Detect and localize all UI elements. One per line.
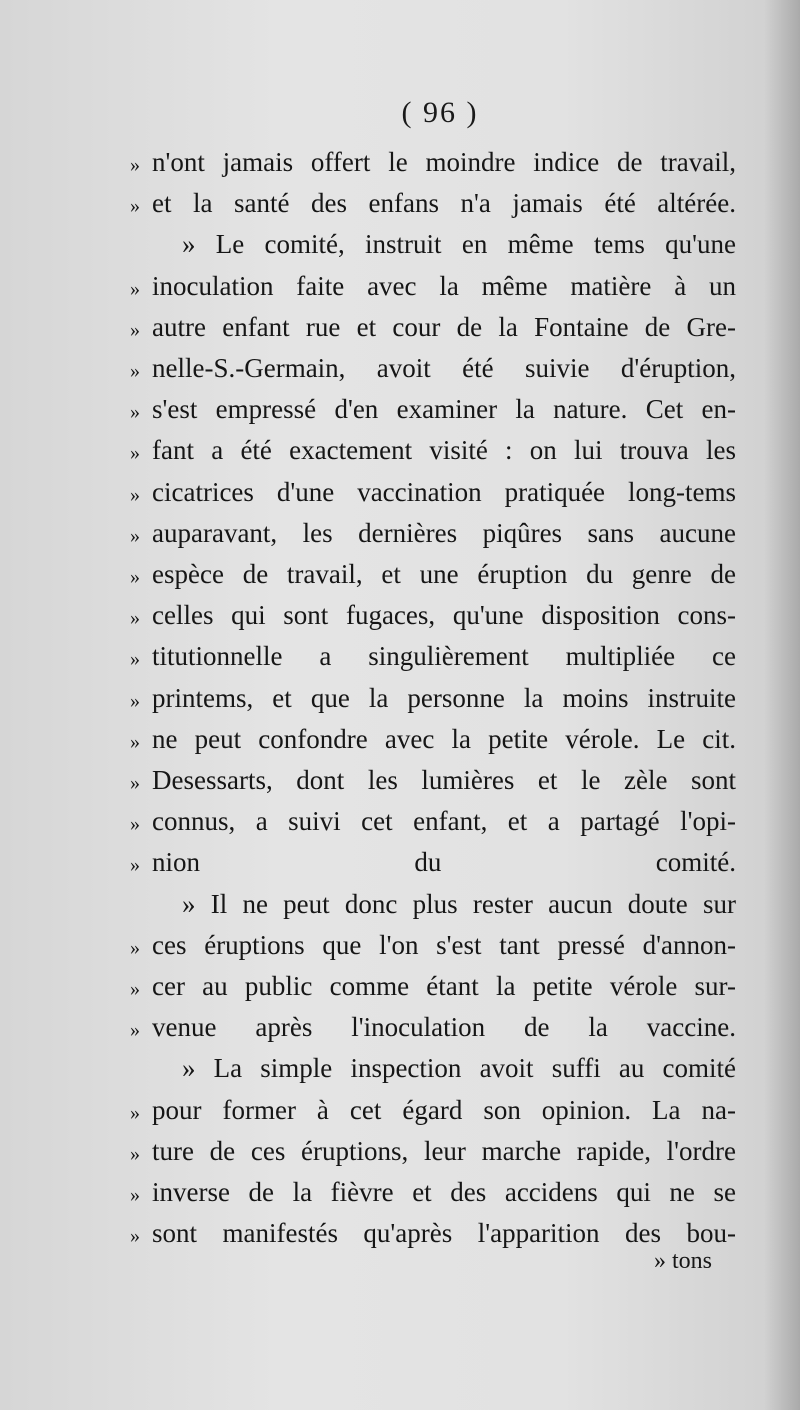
text-line — [130, 308, 736, 349]
text-line — [130, 596, 736, 637]
text-line — [130, 637, 736, 678]
line-text: autre enfant rue et cour de la Fontaine de Gre- — [152, 311, 736, 342]
quote-mark: » — [130, 154, 140, 176]
quote-mark: » — [130, 566, 140, 588]
line-text: cer au public comme étant la petite vérole sur- — [152, 971, 736, 1001]
text-line — [130, 431, 736, 472]
text-line — [130, 720, 736, 761]
line-text: nelle-S.-Germain, avoit été suivie d'éruption, — [152, 353, 736, 383]
line-text: inoculation faite avec la même matière à un — [152, 270, 736, 301]
line-text: et la santé des enfans n'a jamais été altérée. — [152, 188, 736, 219]
line-text: n'ont jamais offert le moindre indice de travail, — [152, 147, 736, 177]
line-text: auparavant, les dernières piqûres sans aucune — [152, 517, 736, 548]
text-line — [130, 473, 736, 514]
line-text: printems, et que la personne la moins instruite — [152, 682, 736, 713]
line-text: s'est empressé d'en examiner la nature. Cet en- — [152, 394, 736, 425]
line-text: titutionnelle a singulièrement multipliée ce — [152, 641, 736, 672]
line-text: cicatrices d'une vaccination pratiquée long-tems — [152, 476, 736, 507]
quote-mark: » — [130, 195, 140, 218]
quote-mark: » — [130, 401, 140, 424]
line-text: venue après l'inoculation de la vaccine. — [152, 1012, 736, 1043]
line-text: celles qui sont fugaces, qu'une disposition cons- — [152, 600, 736, 631]
quote-mark: » — [130, 607, 140, 630]
quote-mark: » — [130, 936, 140, 959]
quote-mark: » — [130, 524, 140, 547]
text-line — [130, 1214, 736, 1255]
text-line — [130, 967, 736, 1008]
quote-mark: » — [130, 1142, 140, 1165]
quote-mark: » — [130, 1019, 140, 1042]
page-spine-shadow — [764, 0, 800, 1410]
quote-mark: » — [130, 277, 140, 300]
line-text: Desessarts, dont les lumières et le zèle sont — [152, 765, 736, 795]
text-line — [130, 267, 736, 308]
text-line — [130, 679, 736, 720]
text-line — [130, 349, 736, 390]
quote-mark: » — [130, 813, 140, 836]
text-line — [130, 843, 736, 884]
text-line — [130, 555, 736, 596]
quote-mark: » — [130, 442, 140, 465]
text-line — [130, 1008, 736, 1049]
line-text: sont manifestés qu'après l'apparition des bou- — [152, 1218, 736, 1249]
line-text: » Il ne peut donc plus rester aucun doute sur — [182, 888, 736, 919]
text-line — [130, 1173, 736, 1214]
line-text: espèce de travail, et une éruption du genre de — [152, 559, 736, 589]
page-number: ( 96 ) — [401, 96, 479, 129]
quote-mark: » — [130, 318, 140, 341]
quote-mark: » — [130, 1225, 140, 1248]
quote-mark: » — [130, 483, 140, 506]
quote-mark: » — [130, 689, 140, 712]
line-text: connus, a suivi cet enfant, et a partagé l'opi- — [152, 806, 736, 837]
line-text: pour former à cet égard son opinion. La na- — [152, 1094, 736, 1125]
line-text: nion du comité. — [152, 847, 736, 878]
text-line — [130, 1132, 736, 1173]
text-line — [130, 761, 736, 802]
text-line — [130, 1049, 736, 1087]
quote-mark: » — [130, 648, 140, 671]
catchword: » tons — [654, 1248, 713, 1274]
quote-mark: » — [130, 360, 140, 382]
line-text: ne peut confondre avec la petite vérole. Le cit. — [152, 723, 736, 754]
text-line — [130, 390, 736, 431]
line-text: inverse de la fièvre et des accidens qui ne se — [152, 1177, 736, 1207]
line-text: fant a été exactement visité : on lui trouva les — [152, 435, 736, 466]
text-line — [130, 1091, 736, 1132]
text-line — [130, 802, 736, 843]
quote-mark: » — [130, 978, 140, 1000]
line-text: ture de ces éruptions, leur marche rapide, l'ordre — [152, 1135, 736, 1166]
text-line — [130, 926, 736, 967]
quote-mark: » — [130, 730, 140, 753]
line-text: » Le comité, instruit en même tems qu'une — [182, 229, 736, 260]
quote-mark: » — [130, 854, 140, 877]
text-line — [130, 143, 736, 184]
line-text: ces éruptions que l'on s'est tant pressé d'annon- — [152, 929, 736, 960]
quote-mark: » — [130, 1101, 140, 1124]
line-text: » La simple inspection avoit suffi au comité — [182, 1053, 736, 1084]
quote-mark: » — [130, 1184, 140, 1206]
text-line — [130, 885, 736, 923]
text-line — [130, 225, 736, 263]
text-line — [130, 184, 736, 225]
quote-mark: » — [130, 772, 140, 794]
text-line — [130, 514, 736, 555]
